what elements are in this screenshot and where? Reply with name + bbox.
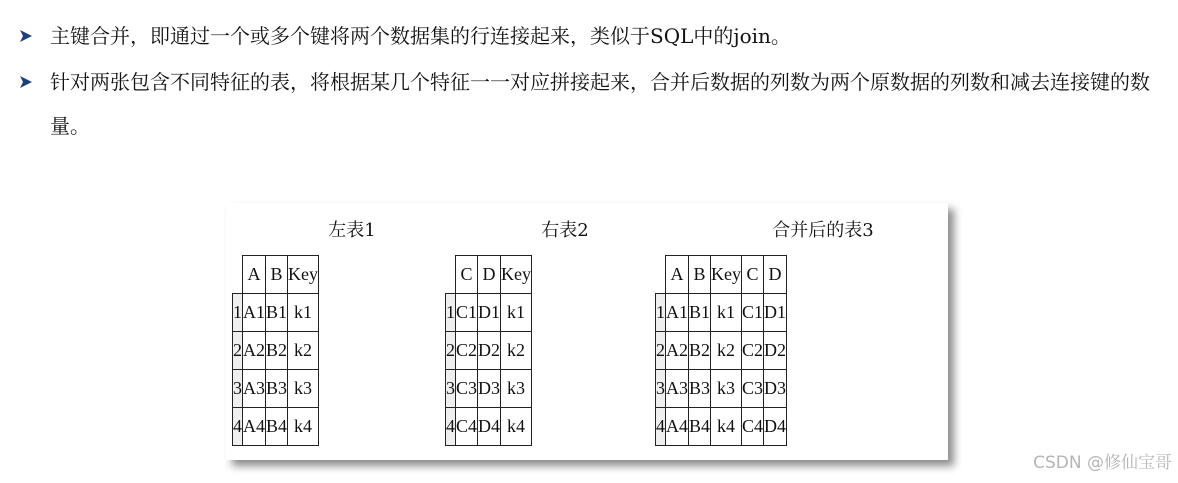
table-row xyxy=(656,294,787,332)
table-cell: C3 xyxy=(456,370,478,408)
table-row xyxy=(656,332,787,370)
table-cell: D3 xyxy=(478,370,501,408)
row-index: 4 xyxy=(656,408,666,446)
table-row xyxy=(446,332,532,370)
table-cell: C1 xyxy=(742,294,764,332)
column-header: C xyxy=(742,256,764,294)
table-cell: C1 xyxy=(456,294,478,332)
table-cell: k2 xyxy=(711,332,742,370)
table-cell: A2 xyxy=(243,332,266,370)
table-cell: k3 xyxy=(288,370,319,408)
table-cell: B1 xyxy=(266,294,288,332)
table-cell: C3 xyxy=(742,370,764,408)
row-index: 2 xyxy=(446,332,456,370)
table-cell: D1 xyxy=(764,294,787,332)
table-cell: C2 xyxy=(742,332,764,370)
row-index: 1 xyxy=(656,294,666,332)
table-cell: D4 xyxy=(478,408,501,446)
table-cell: A3 xyxy=(243,370,266,408)
row-index: 3 xyxy=(233,370,243,408)
column-header: C xyxy=(456,256,478,294)
table-cell: A4 xyxy=(666,408,689,446)
table-row xyxy=(233,370,319,408)
row-index: 2 xyxy=(656,332,666,370)
table-caption: 左表1 xyxy=(328,220,376,241)
column-header: B xyxy=(266,256,288,294)
table-row xyxy=(233,408,319,446)
table-cell: B3 xyxy=(266,370,288,408)
table-cell: C4 xyxy=(742,408,764,446)
table-cell: k1 xyxy=(711,294,742,332)
table-row xyxy=(656,408,787,446)
column-header: D xyxy=(764,256,787,294)
column-header: D xyxy=(478,256,501,294)
column-header: Key xyxy=(501,256,532,294)
row-index: 1 xyxy=(446,294,456,332)
column-header: B xyxy=(689,256,711,294)
watermark: CSDN @修仙宝哥 xyxy=(1033,453,1172,473)
table-row xyxy=(446,408,532,446)
table-cell: k1 xyxy=(288,294,319,332)
bullet-item xyxy=(12,14,1162,58)
table-cell: A2 xyxy=(666,332,689,370)
column-header: A xyxy=(666,256,689,294)
table-row xyxy=(233,294,319,332)
table-cell: A1 xyxy=(243,294,266,332)
table-cell: A3 xyxy=(666,370,689,408)
row-index: 3 xyxy=(446,370,456,408)
bullet-list xyxy=(12,14,1162,148)
table-cell: D4 xyxy=(764,408,787,446)
table-caption: 合并后的表3 xyxy=(772,220,874,241)
merged-table xyxy=(655,255,787,446)
row-index: 1 xyxy=(233,294,243,332)
column-header: A xyxy=(243,256,266,294)
table-cell: k2 xyxy=(501,332,532,370)
table-cell: C4 xyxy=(456,408,478,446)
table-row xyxy=(446,370,532,408)
table-cell: D2 xyxy=(764,332,787,370)
row-index: 4 xyxy=(446,408,456,446)
table-cell: B4 xyxy=(266,408,288,446)
table-cell: B2 xyxy=(266,332,288,370)
table-cell: B2 xyxy=(689,332,711,370)
table-cell: k4 xyxy=(288,408,319,446)
table-cell: B1 xyxy=(689,294,711,332)
right-table xyxy=(445,255,532,446)
bullet-text: 主键合并，即通过一个或多个键将两个数据集的行连接起来，类似于SQL中的join。 xyxy=(50,24,791,48)
bullet-item xyxy=(12,60,1162,148)
column-header: Key xyxy=(711,256,742,294)
merge-illustration xyxy=(226,203,948,460)
table-cell: k4 xyxy=(501,408,532,446)
table-cell: B4 xyxy=(689,408,711,446)
table-cell: k3 xyxy=(501,370,532,408)
table-cell: A1 xyxy=(666,294,689,332)
bullet-text: 针对两张包含不同特征的表，将根据某几个特征一一对应拼接起来，合并后数据的列数为两个原数据的列数和减去连接键的数量。 xyxy=(50,70,1150,138)
table-cell: k3 xyxy=(711,370,742,408)
table-row xyxy=(446,294,532,332)
arrow-bullet-icon xyxy=(16,60,36,104)
table-cell: D3 xyxy=(764,370,787,408)
table-cell: k4 xyxy=(711,408,742,446)
table-caption: 右表2 xyxy=(541,220,589,241)
arrow-bullet-icon xyxy=(16,14,36,58)
table-cell: D2 xyxy=(478,332,501,370)
left-table xyxy=(232,255,319,446)
table-cell: A4 xyxy=(243,408,266,446)
row-index: 2 xyxy=(233,332,243,370)
table-cell: C2 xyxy=(456,332,478,370)
table-cell: k1 xyxy=(501,294,532,332)
table-cell: B3 xyxy=(689,370,711,408)
row-index: 3 xyxy=(656,370,666,408)
row-index: 4 xyxy=(233,408,243,446)
table-row xyxy=(233,332,319,370)
column-header: Key xyxy=(288,256,319,294)
table-row xyxy=(656,370,787,408)
table-cell: k2 xyxy=(288,332,319,370)
table-cell: D1 xyxy=(478,294,501,332)
